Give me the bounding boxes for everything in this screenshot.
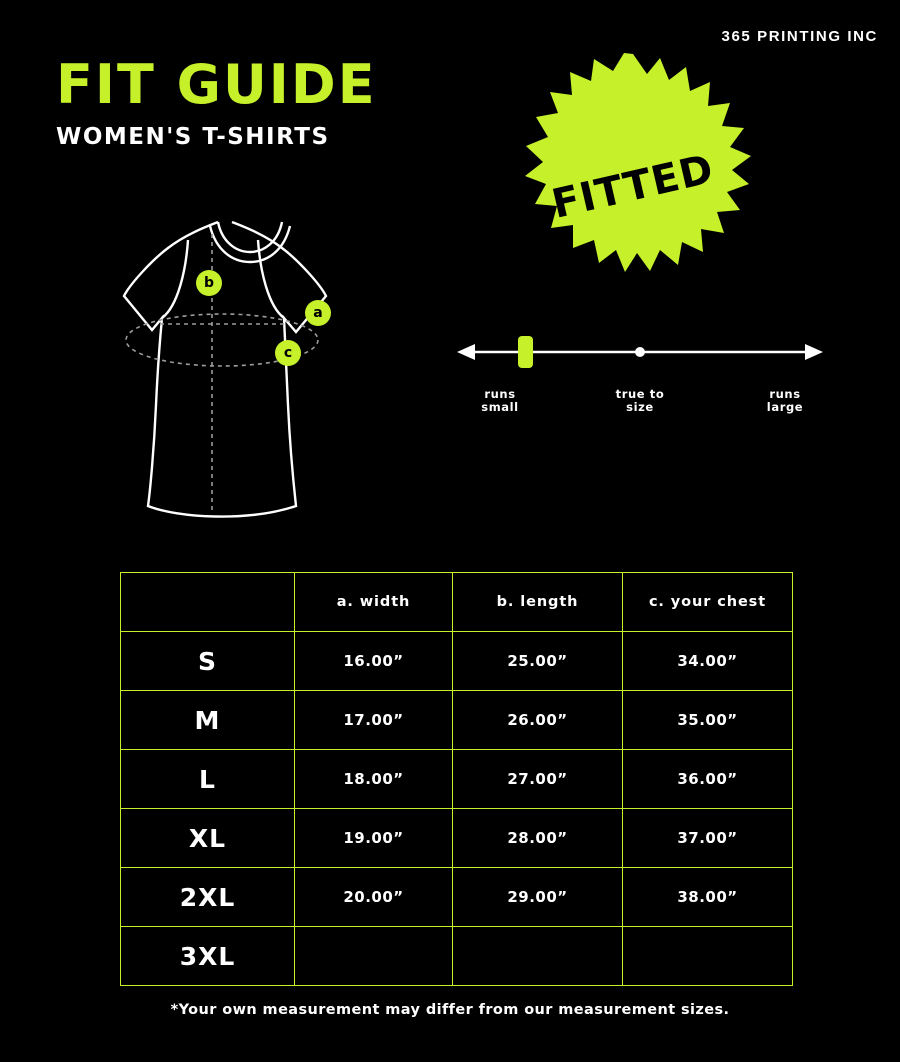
column-header-chest: c. your chest — [623, 573, 793, 632]
label-line-2: large — [766, 400, 804, 414]
label-line-2: small — [481, 400, 519, 414]
footnote: *Your own measurement may differ from our measurement sizes. — [170, 1002, 730, 1018]
cell-length — [453, 927, 623, 986]
table-row — [121, 868, 793, 927]
tshirt-diagram — [100, 200, 420, 530]
cell-width — [295, 927, 453, 986]
marker-a: a — [305, 300, 331, 326]
page-title: FIT GUIDE — [56, 53, 377, 116]
cell-length: 27.00” — [453, 750, 623, 809]
badge-label: FITTED — [547, 146, 719, 228]
fitted-badge — [508, 52, 758, 302]
cell-chest: 38.00” — [623, 868, 793, 927]
cell-length: 29.00” — [453, 868, 623, 927]
cell-chest: 35.00” — [623, 691, 793, 750]
marker-c: c — [275, 340, 301, 366]
cell-length: 28.00” — [453, 809, 623, 868]
cell-width: 16.00” — [295, 632, 453, 691]
label-line-2: size — [626, 400, 654, 414]
cell-size: 2XL — [121, 868, 295, 927]
marker-b: b — [196, 270, 222, 296]
cell-size: M — [121, 691, 295, 750]
table-row — [121, 809, 793, 868]
fit-scale — [455, 330, 825, 430]
label-line-1: runs — [769, 387, 801, 401]
column-header-length: b. length — [453, 573, 623, 632]
fit-scale-label-true-to-size — [595, 388, 685, 414]
label-line-1: true to — [615, 387, 665, 401]
table-header-row — [121, 573, 793, 632]
brand-name: 365 PRINTING INC — [721, 28, 878, 45]
cell-chest: 34.00” — [623, 632, 793, 691]
column-header-size — [121, 573, 295, 632]
table-row — [121, 927, 793, 986]
table-row — [121, 750, 793, 809]
title-block — [56, 53, 377, 150]
cell-width: 19.00” — [295, 809, 453, 868]
fit-scale-label-runs-large — [743, 388, 827, 414]
page-subtitle: WOMEN'S T-SHIRTS — [56, 124, 330, 150]
table-row — [121, 691, 793, 750]
cell-width: 18.00” — [295, 750, 453, 809]
table-row — [121, 632, 793, 691]
cell-chest — [623, 927, 793, 986]
cell-length: 25.00” — [453, 632, 623, 691]
cell-size: S — [121, 632, 295, 691]
label-line-1: runs — [484, 387, 516, 401]
fit-scale-labels — [455, 388, 825, 428]
size-chart-table — [120, 572, 793, 986]
cell-width: 20.00” — [295, 868, 453, 927]
fit-scale-axis-icon — [455, 330, 825, 386]
cell-size: XL — [121, 809, 295, 868]
cell-size: 3XL — [121, 927, 295, 986]
tshirt-icon — [100, 200, 420, 530]
cell-width: 17.00” — [295, 691, 453, 750]
size-table-wrapper — [120, 572, 792, 986]
cell-size: L — [121, 750, 295, 809]
cell-length: 26.00” — [453, 691, 623, 750]
cell-chest: 37.00” — [623, 809, 793, 868]
fit-scale-label-runs-small — [455, 388, 545, 414]
column-header-width: a. width — [295, 573, 453, 632]
cell-chest: 36.00” — [623, 750, 793, 809]
